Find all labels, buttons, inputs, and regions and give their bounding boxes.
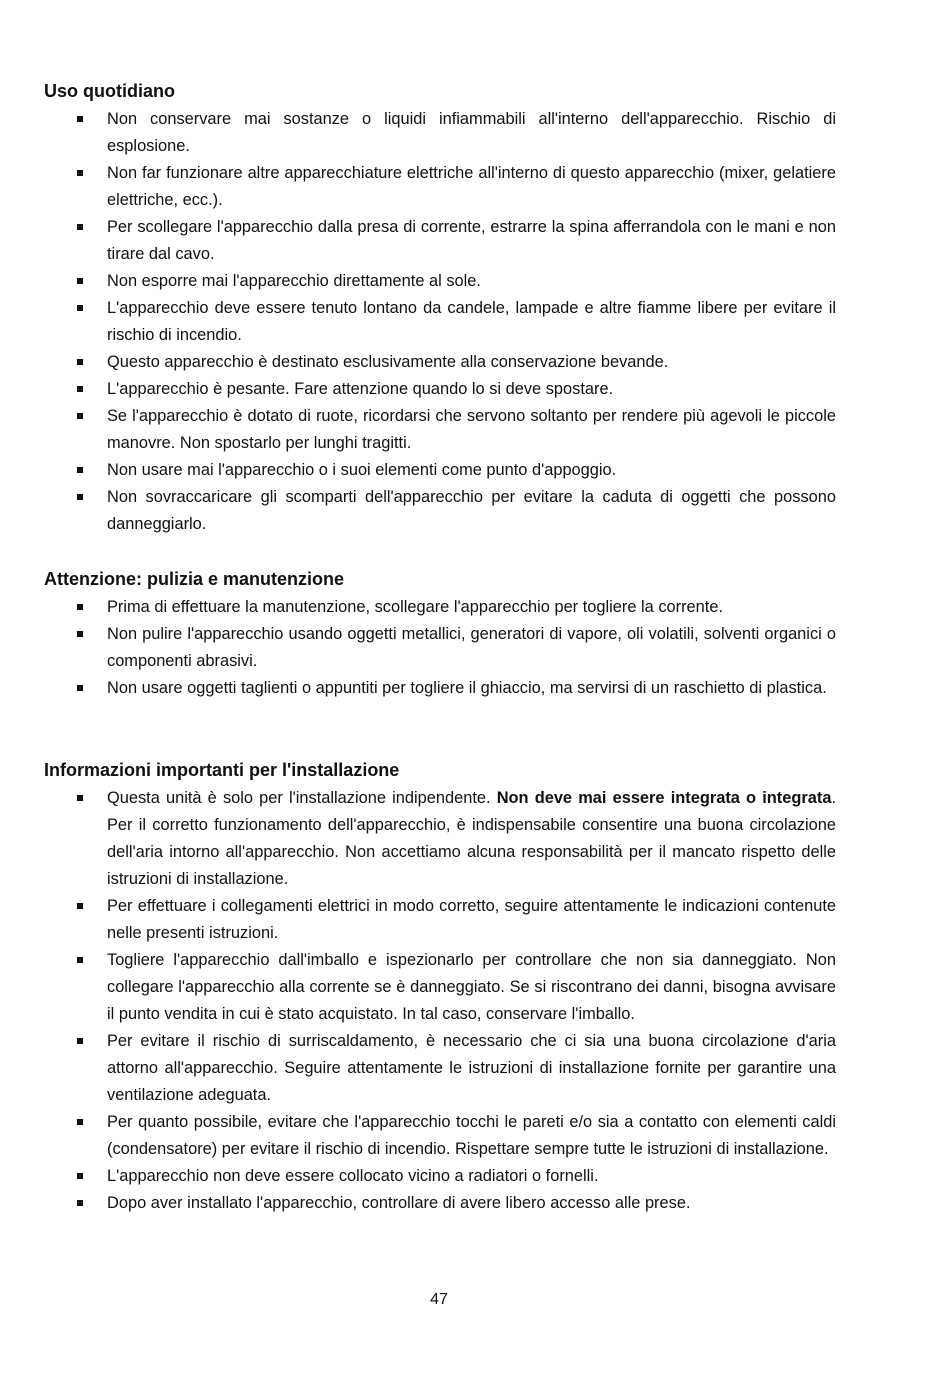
square-bullet-icon (77, 1200, 83, 1206)
list-item (44, 621, 836, 675)
square-bullet-icon (77, 170, 83, 176)
list-item (44, 376, 836, 403)
item-text: Per quanto possibile, evitare che l'apparecchio tocchi le pareti e/o sia a contatto con elementi caldi (condensatore) per evitare il rischio di incendio. Rispettare sempre tutte le istruzioni di installazione. (107, 1113, 836, 1158)
item-text: Se l'apparecchio è dotato di ruote, ricordarsi che servono soltanto per rendere più agevoli le piccole manovre. Non spostarlo per lunghi tragitti. (107, 407, 836, 452)
page-number: 47 (430, 1291, 448, 1308)
square-bullet-icon (77, 1038, 83, 1044)
list-item (44, 160, 836, 214)
list-item (44, 594, 836, 621)
square-bullet-icon (77, 413, 83, 419)
section-heading: Informazioni importanti per l'installazione (44, 760, 400, 780)
square-bullet-icon (77, 1173, 83, 1179)
square-bullet-icon (77, 1119, 83, 1125)
item-text: . Per il corretto funzionamento dell'apparecchio, è indispensabile consentire una buona circolazione dell'aria intorno all'apparecchio. Non accettiamo alcuna responsabilità per il mancato rispetto delle istruzioni di installazione. (107, 789, 836, 888)
list-item (44, 1163, 836, 1190)
square-bullet-icon (77, 224, 83, 230)
bullet-list (44, 106, 836, 538)
square-bullet-icon (77, 903, 83, 909)
item-text: Per effettuare i collegamenti elettrici in modo corretto, seguire attentamente le indicazioni contenute nelle presenti istruzioni. (107, 897, 836, 942)
list-item (44, 785, 836, 893)
item-text: Non pulire l'apparecchio usando oggetti metallici, generatori di vapore, oli volatili, solventi organici o componenti abrasivi. (107, 625, 836, 670)
item-text: Prima di effettuare la manutenzione, scollegare l'apparecchio per togliere la corrente. (107, 598, 724, 616)
square-bullet-icon (77, 305, 83, 311)
square-bullet-icon (77, 631, 83, 637)
item-text: Per scollegare l'apparecchio dalla presa di corrente, estrarre la spina afferrandola con le mani e non tirare dal cavo. (107, 218, 836, 263)
section-installation-info (44, 759, 836, 1217)
section-heading: Attenzione: pulizia e manutenzione (44, 569, 345, 589)
section-cleaning-maintenance (44, 568, 836, 702)
item-text: L'apparecchio è pesante. Fare attenzione quando lo si deve spostare. (107, 380, 614, 398)
item-text: Per evitare il rischio di surriscaldamento, è necessario che ci sia una buona circolazione d'aria attorno all'apparecchio. Seguire attentamente le istruzioni di installazione fornite per garantire una ventilazione adeguata. (107, 1032, 836, 1104)
list-item (44, 106, 836, 160)
list-item (44, 1109, 836, 1163)
list-item (44, 295, 836, 349)
square-bullet-icon (77, 116, 83, 122)
item-text: Non conservare mai sostanze o liquidi infiammabili all'interno dell'apparecchio. Rischio di esplosione. (107, 110, 836, 155)
square-bullet-icon (77, 359, 83, 365)
list-item (44, 893, 836, 947)
list-item (44, 675, 836, 702)
item-text: L'apparecchio deve essere tenuto lontano da candele, lampade e altre fiamme libere per evitare il rischio di incendio. (107, 299, 836, 344)
list-item (44, 1190, 836, 1217)
list-item (44, 1028, 836, 1109)
square-bullet-icon (77, 278, 83, 284)
item-text: Non usare oggetti taglienti o appuntiti per togliere il ghiaccio, ma servirsi di un raschietto di plastica. (107, 679, 827, 697)
square-bullet-icon (77, 467, 83, 473)
item-text: Non far funzionare altre apparecchiature elettriche all'interno di questo apparecchio (mixer, gelatiere elettriche, ecc.). (107, 164, 836, 209)
item-text: Non usare mai l'apparecchio o i suoi elementi come punto d'appoggio. (107, 461, 617, 479)
square-bullet-icon (77, 386, 83, 392)
bullet-list (44, 785, 836, 1217)
section-heading: Uso quotidiano (44, 81, 175, 101)
item-text: Togliere l'apparecchio dall'imballo e ispezionarlo per controllare che non sia danneggiato. Non collegare l'apparecchio alla corrente se è danneggiato. Se si riscontrano dei danni, bisogna avvisare il punto vendita in cui è stato acquistato. In tal caso, conservare l'imballo. (107, 951, 836, 1023)
square-bullet-icon (77, 957, 83, 963)
square-bullet-icon (77, 604, 83, 610)
item-text: Non sovraccaricare gli scomparti dell'apparecchio per evitare la caduta di oggetti che possono danneggiarlo. (107, 488, 836, 533)
bold-text: Non deve mai essere integrata o integrata (496, 789, 832, 807)
item-text: Questo apparecchio è destinato esclusivamente alla conservazione bevande. (107, 353, 669, 371)
square-bullet-icon (77, 795, 83, 801)
bullet-list (44, 594, 836, 702)
item-text: Dopo aver installato l'apparecchio, controllare di avere libero accesso alle prese. (107, 1194, 691, 1212)
item-text: Questa unità è solo per l'installazione indipendente. (107, 789, 497, 807)
list-item (44, 403, 836, 457)
square-bullet-icon (77, 685, 83, 691)
list-item (44, 268, 836, 295)
item-text: L'apparecchio non deve essere collocato vicino a radiatori o fornelli. (107, 1167, 599, 1185)
list-item (44, 349, 836, 376)
section-daily-use (44, 80, 836, 538)
list-item (44, 484, 836, 538)
square-bullet-icon (77, 494, 83, 500)
list-item (44, 214, 836, 268)
list-item (44, 457, 836, 484)
item-text: Non esporre mai l'apparecchio direttamente al sole. (107, 272, 481, 290)
list-item (44, 947, 836, 1028)
